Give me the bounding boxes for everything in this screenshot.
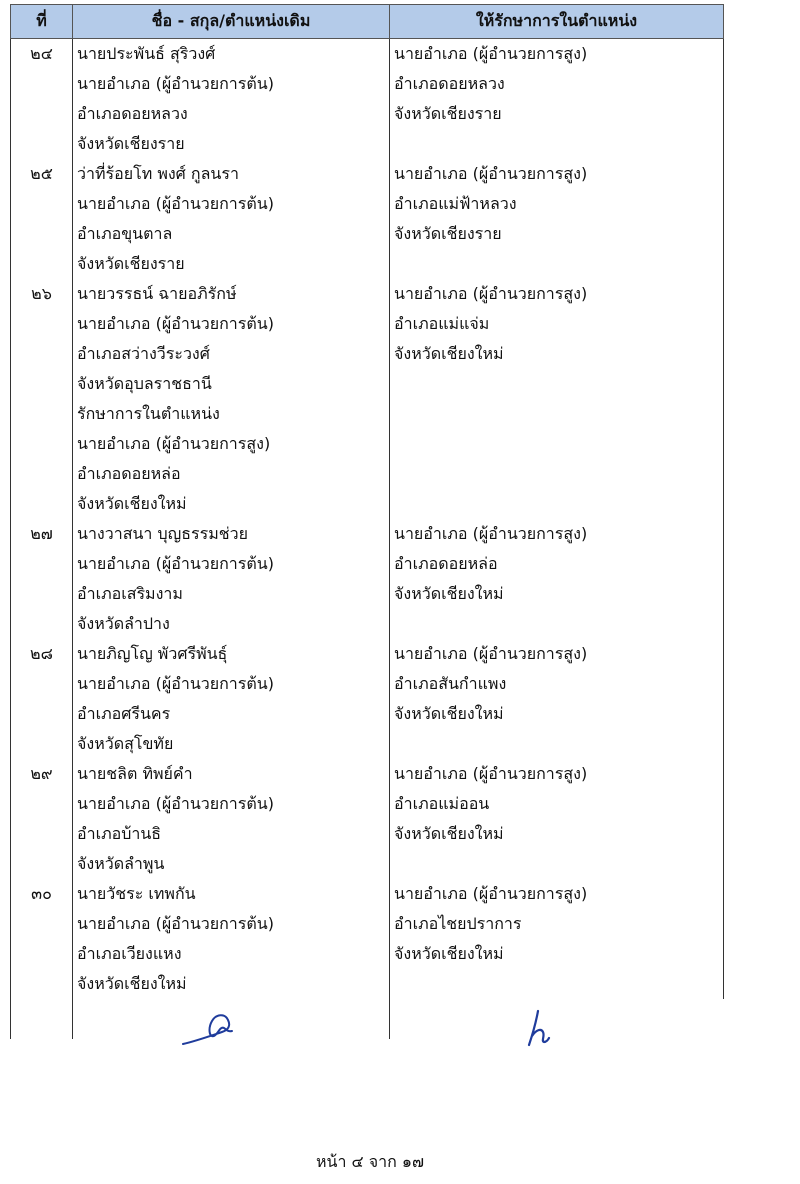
name-position-line: อำเภอเวียงแหง [77,944,182,963]
acting-position-line: อำเภอแม่แจ่ม [394,314,490,333]
acting-position-cell [390,159,724,279]
table-row [11,639,724,759]
name-position-line: จังหวัดเชียงราย [77,134,185,153]
table-row [11,519,724,639]
name-position-line: จังหวัดเชียงราย [77,254,185,273]
table-row [11,759,724,879]
row-number: ๒๙ [11,759,73,879]
row-number: ๒๖ [11,279,73,519]
name-position-line: นายภิญโญ พัวศรีพันธุ์ [77,644,228,663]
name-position-line: นายอำเภอ (ผู้อำนวยการสูง) [77,434,271,453]
acting-position-line: นายอำเภอ (ผู้อำนวยการสูง) [394,164,588,183]
table-row [11,39,724,160]
acting-position-cell [390,639,724,759]
name-position-line: จังหวัดเชียงใหม่ [77,974,187,993]
name-position-line: นายวรรธน์ ฉายอภิรักษ์ [77,284,237,303]
name-position-cell [73,759,390,879]
name-position-line: นายอำเภอ (ผู้อำนวยการต้น) [77,554,274,573]
acting-position-line: อำเภอไชยปราการ [394,914,522,933]
name-position-line: นายอำเภอ (ผู้อำนวยการต้น) [77,794,274,813]
filler-cell [390,999,724,1039]
table-row [11,879,724,999]
header-col-acting-position: ให้รักษาการในตำแหน่ง [390,5,724,39]
name-position-line: นายชลิต ทิพย์คำ [77,764,193,783]
acting-position-cell [390,279,724,519]
name-position-line: อำเภอเสริมงาม [77,584,183,603]
name-position-line: จังหวัดอุบลราชธานี [77,374,212,393]
acting-position-line: นายอำเภอ (ผู้อำนวยการสูง) [394,884,588,903]
row-number: ๒๘ [11,639,73,759]
row-number: ๒๔ [11,39,73,160]
acting-position-line: จังหวัดเชียงใหม่ [394,824,504,843]
name-position-cell [73,639,390,759]
name-position-cell [73,39,390,160]
row-number: ๒๗ [11,519,73,639]
filler-cell [11,999,73,1039]
name-position-line: นายอำเภอ (ผู้อำนวยการต้น) [77,74,274,93]
acting-position-line: นายอำเภอ (ผู้อำนวยการสูง) [394,524,588,543]
table-filler-row [11,999,724,1039]
table-row [11,159,724,279]
name-position-line: รักษาการในตำแหน่ง [77,404,220,423]
name-position-line: อำเภอดอยหล่อ [77,464,181,483]
name-position-line: จังหวัดเชียงใหม่ [77,494,187,513]
name-position-cell [73,159,390,279]
name-position-line: นายวัชระ เทพกัน [77,884,196,903]
acting-position-line: นายอำเภอ (ผู้อำนวยการสูง) [394,284,588,303]
name-position-line: นายอำเภอ (ผู้อำนวยการต้น) [77,914,274,933]
name-position-line: นายประพันธ์ สุริวงศ์ [77,44,216,63]
name-position-line: นายอำเภอ (ผู้อำนวยการต้น) [77,194,274,213]
name-position-line: จังหวัดสุโขทัย [77,734,174,753]
signature-1-icon [180,1008,236,1050]
acting-position-line: อำเภอแม่ออน [394,794,490,813]
table-row [11,279,724,519]
row-number: ๒๕ [11,159,73,279]
acting-position-line: จังหวัดเชียงใหม่ [394,704,504,723]
acting-position-line: นายอำเภอ (ผู้อำนวยการสูง) [394,764,588,783]
name-position-cell [73,279,390,519]
acting-position-line: จังหวัดเชียงใหม่ [394,944,504,963]
name-position-line: นายอำเภอ (ผู้อำนวยการต้น) [77,314,274,333]
acting-position-line: จังหวัดเชียงราย [394,104,502,123]
name-position-cell [73,879,390,999]
acting-position-line: อำเภอแม่ฟ้าหลวง [394,194,517,213]
table-header-row [11,5,724,39]
acting-position-line: อำเภอดอยหล่อ [394,554,498,573]
name-position-cell [73,519,390,639]
name-position-line: ว่าที่ร้อยโท พงศ์ กูลนรา [77,164,239,183]
page-footer: หน้า ๔ จาก ๑๗ [315,1152,425,1171]
name-position-line: นางวาสนา บุญธรรมช่วย [77,524,248,543]
acting-position-cell [390,39,724,160]
acting-position-cell [390,759,724,879]
name-position-line: อำเภอขุนตาล [77,224,173,243]
name-position-line: อำเภอบ้านธิ [77,824,162,843]
appointment-table [10,4,724,1039]
acting-position-line: นายอำเภอ (ผู้อำนวยการสูง) [394,644,588,663]
header-col-name-position: ชื่อ - สกุล/ตำแหน่งเดิม [73,5,390,39]
acting-position-line: นายอำเภอ (ผู้อำนวยการสูง) [394,44,588,63]
name-position-line: อำเภอศรีนคร [77,704,171,723]
name-position-line: นายอำเภอ (ผู้อำนวยการต้น) [77,674,274,693]
name-position-line: จังหวัดลำปาง [77,614,170,633]
name-position-line: อำเภอสว่างวีระวงศ์ [77,344,210,363]
acting-position-line: อำเภอดอยหลวง [394,74,505,93]
acting-position-line: อำเภอสันกำแพง [394,674,507,693]
signature-2-icon [524,1008,552,1050]
acting-position-cell [390,879,724,999]
acting-position-line: จังหวัดเชียงใหม่ [394,344,504,363]
table-body [11,39,724,1040]
acting-position-line: จังหวัดเชียงราย [394,224,502,243]
acting-position-cell [390,519,724,639]
name-position-line: จังหวัดลำพูน [77,854,165,873]
row-number: ๓๐ [11,879,73,999]
header-col-number: ที่ [11,5,73,39]
name-position-line: อำเภอดอยหลวง [77,104,188,123]
acting-position-line: จังหวัดเชียงใหม่ [394,584,504,603]
